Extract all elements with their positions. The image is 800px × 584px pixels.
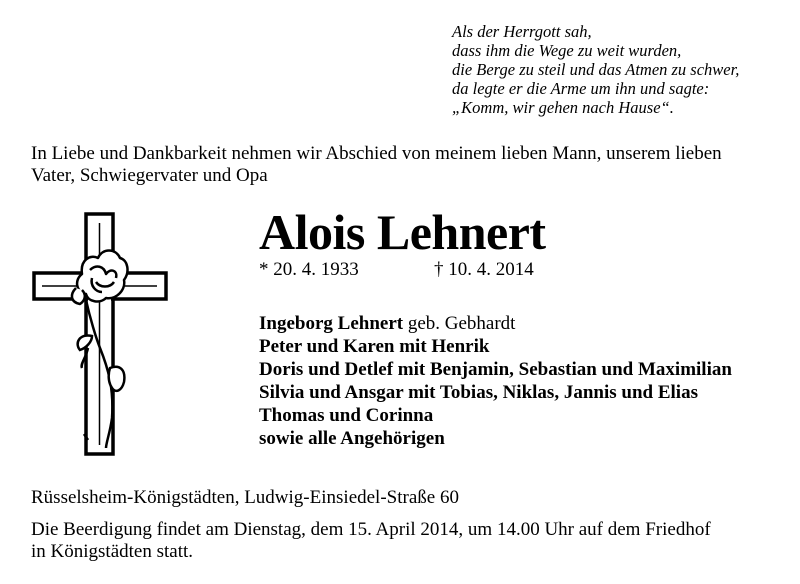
- poem-line: Als der Herrgott sah,: [452, 22, 592, 41]
- mourner-line: [259, 335, 732, 358]
- mourner-line: [259, 312, 732, 335]
- mourners-list: [259, 312, 732, 450]
- funeral-line: in Königstädten statt.: [31, 541, 194, 562]
- mourner-name: Peter und Karen mit Henrik: [259, 336, 490, 357]
- mourner-name: Silvia und Ansgar mit Tobias, Niklas, Jannis und Elias: [259, 382, 698, 403]
- intro-line: In Liebe und Dankbarkeit nehmen wir Abschied von meinem lieben Mann, unserem lieben: [31, 143, 722, 164]
- death-date: † 10. 4. 2014: [434, 259, 534, 280]
- mourner-name: Doris und Detlef mit Benjamin, Sebastian und Maximilian: [259, 359, 732, 380]
- mourner-maiden-name: geb. Gebhardt: [403, 313, 516, 334]
- poem-line: „Komm, wir gehen nach Hause“.: [452, 98, 674, 117]
- cross-with-rose-icon: [30, 208, 170, 458]
- deceased-name: Alois Lehnert: [259, 204, 546, 260]
- funeral-line: Die Beerdigung findet am Dienstag, dem 15. April 2014, um 14.00 Uhr auf dem Friedhof: [31, 519, 711, 540]
- mourner-name: sowie alle Angehörigen: [259, 428, 445, 449]
- funeral-notice: [31, 519, 711, 563]
- poem-line: die Berge zu steil und das Atmen zu schwer,: [452, 60, 740, 79]
- mourner-line: [259, 427, 732, 450]
- poem: [452, 22, 739, 117]
- mourner-name: Ingeborg Lehnert: [259, 313, 404, 334]
- address: Rüsselsheim-Königstädten, Ludwig-Einsiedel-Straße 60: [31, 487, 459, 508]
- mourner-line: [259, 358, 732, 381]
- intro-line: Vater, Schwiegervater und Opa: [31, 165, 268, 186]
- mourner-line: [259, 404, 732, 427]
- poem-line: dass ihm die Wege zu weit wurden,: [452, 41, 682, 60]
- mourner-name: Thomas und Corinna: [259, 405, 434, 426]
- mourner-line: [259, 381, 732, 404]
- intro-text: [31, 143, 722, 187]
- poem-line: da legte er die Arme um ihn und sagte:: [452, 79, 710, 98]
- birth-date: * 20. 4. 1933: [259, 259, 359, 280]
